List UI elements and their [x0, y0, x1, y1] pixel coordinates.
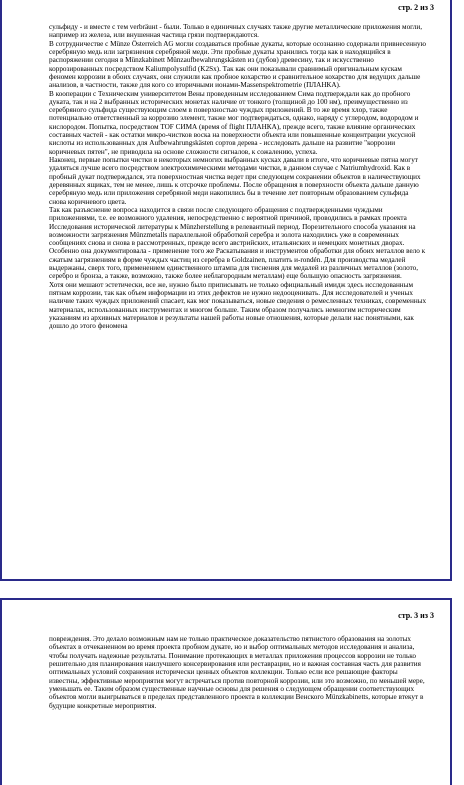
paragraph: Наконец, первые попытки чистки в некоторых немногих выбранных кусках давали в итоге, что коричневые пятна могут удаляться лучше всего посредством электрохимическими методами чистки, в данном случае с Natriumhydroxid. Как в пробный дукат подтверждался, эта поверхностная чистка ведет при следующем сохранении объектов в наличествующих деревянных ящиках, тем не менее, лишь к отсрочке проблемы. После обращения в поверхности объекта дальше данную серебряную медь или приложения серебряной меди накопились бы в течение лет повторным образованием сульфида снова коричневого цвета.	[49, 156, 421, 206]
document-page-3	[0, 598, 452, 785]
page-body	[49, 23, 427, 331]
page-body	[49, 635, 427, 710]
page-number-label: стр. 3 из 3	[398, 611, 434, 620]
paragraph: Хотя они мешают эстетически, все же, нужно было приписывать не только официальный имидж здесь исследованным пятнам коррозии, так как объем информации из этих дефектов не нужно недооценивать. Для исследователей и ученых наличие таких чуждых приложений спасает, как мог показываться, новые сведения о ремесленных техниках, современных материалах, использованных инструментах и многом больше. Таким образом получались немногим историческим указаниям из архивных материалов и результаты нашей работы новые отношения, которые делали нас понятными, как дошло до этого феномена	[49, 280, 427, 331]
paragraph: Так как разъяснение вопроса находится в связи после следующего обращения с подтвержденными чуждыми приложениями, т.е. ее возможного удаления, непосредственно с вероятной причиной, проводились в рамках проекта Исследования исторической литературы к Münzherstellung в релевантный период. Порезительного способа указания на возможности загрязнения Münzmetalls параллельной обработкой серебра и золота находились уже в современных сообщениях снова и снова в рассмотренных, прежде всего австрийских, итальянских и немецких монетных дворах. Особенно она документировала - применение того же Раскатывания и инструментов обработки для обоих металлов вело к сжатым загрязнениям в форме чуждых частиц из серебра в Goldzainen, платить и-rondén. Для производства медалей выдержаны, сверх того, применением единственного штампа для тиснения для медалей из различных металлов (золото, серебро и бронза, а также, возможно, также более неблагородным металлам) еще большую опасность загрязнения.	[49, 205, 426, 281]
page-number-label: стр. 2 из 3	[398, 3, 434, 12]
paragraph: В кооперации с Техническим университетом Вены проведенным исследованием Сима подтверждали как до пробного дуката, так и на 2 выбранных исторических монетах наличие от тонкого (толщиной до 100 нм), преимущественно из серебряного сульфида существующим слоем в поверхностью чуждых приложений. В то же время хлор, также потенциально ответственный за коррозию элемент, также мог подтверждаться, однако, наряду с углеродом, водородом и кислородом. Попытка, посредством TOF СИМА (время of flight ПЛАНКА), прежде всего, также влияние органических составных частей - как остатки микро-чистков воска на поверхности объекта или повышенные концентрации уксусной кислоты из использованных для Aufbewahrungskästen сортов дерева - исследовать дальше на развитие "коррозии коричневых пятен", не приводила на основе сложности сигналов, к сожалению, успеха.	[49, 89, 419, 156]
paragraph: В сотрудничестве с Münze Österreich AG могли создаваться пробные дукаты, которые осознанно содержали привнесенную серебряную медь или загрязнения серебряной меди. Эти пробные дукаты хранились тогда как в находящийся в распоряжении сегодня в Münzkabinett Münzaufbewahrungskästen из (дубов) древесину, так и искусственно коррозированных посредством Kaliumpolysulfid (K2Sx). Так как они показывали сравнимый оригинальным кускам феномен коррозии в обоих случаях, они служили как пробное кохарство и сравнительное кохарство для ведущих дальше анализов, в частности, также для кого со вторичными ионами-Massenspektrometrie (ПЛАНКА).	[49, 39, 426, 90]
paragraph: повреждения. Это делало возможным нам не только практическое доказательство пятнистого образования на золотых объектах в отчеканенном во время проекта пробном дукате, но и выбор оптимальных методов исследования и анализа, чтобы получать надежные результаты. Понимание протекающих в металлах приложения процессов коррозии не только решительно для планирования наилучшего консервирования или реставрации, но и важная составная часть для развития оптимальных условий сохранения исторически ценных объектов коллекции. Только если все решающие факторы известны, эффективные мероприятия могут встречаться против повторной коррозии, или это возможно, по меньшей мере, уменьшать ее. Таким образом существенные научные основы для решения о следующем обращении соответствующих объектов могли выигрываться в пределах представленного проекта в коллекции Венского Münzkabinetts, которые втекут в будущие конкретные мероприятия.	[49, 635, 425, 710]
paragraph: сульфиду - и вместе с тем verbräuнt - были. Только в единичных случаях также другие металлические приложения могли, например из железа, или внушенная частица грязи подтверждаются.	[49, 23, 422, 40]
